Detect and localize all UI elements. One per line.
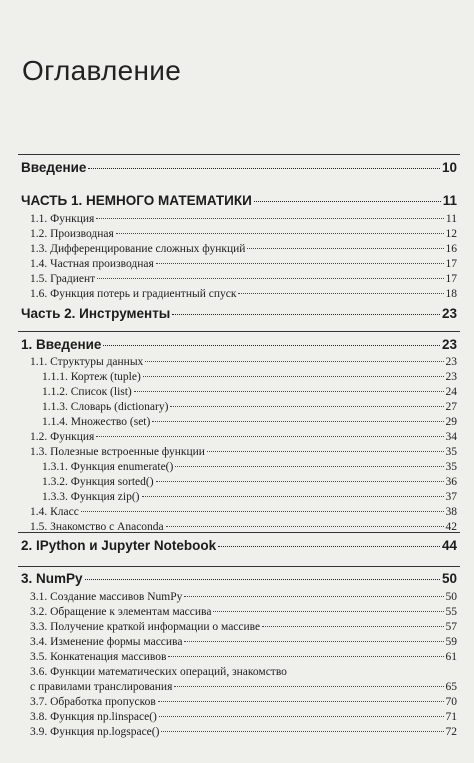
toc-entry[interactable] xyxy=(30,591,457,603)
entry-page: 50 xyxy=(445,591,457,603)
entry-page: 11 xyxy=(442,193,457,208)
entry-title: 1.5. Знакомство с Anaconda xyxy=(30,521,164,533)
dot-leader xyxy=(254,201,441,202)
toc-entry[interactable] xyxy=(30,726,457,738)
toc-entry[interactable] xyxy=(42,416,457,428)
entry-title: 3.2. Обращение к элементам массива xyxy=(30,606,212,618)
toc-entry[interactable] xyxy=(42,476,457,488)
entry-page: 23 xyxy=(445,356,457,368)
section-divider xyxy=(18,566,460,567)
entry-page: 35 xyxy=(445,461,457,473)
entry-page: 36 xyxy=(445,476,457,488)
toc-entry-chapter1[interactable] xyxy=(21,337,457,352)
entry-title: Часть 2. Инструменты xyxy=(21,306,171,321)
dot-leader xyxy=(172,314,440,315)
entry-title: 1.6. Функция потерь и градиентный спуск xyxy=(30,288,237,300)
toc-entry-chapter3[interactable] xyxy=(21,571,457,586)
entry-page: 38 xyxy=(445,506,457,518)
entry-title: 3.4. Изменение формы массива xyxy=(30,636,183,648)
dot-leader xyxy=(116,233,444,234)
entry-page: 24 xyxy=(445,386,457,398)
toc-entry[interactable] xyxy=(30,636,457,648)
toc-entry[interactable] xyxy=(30,356,457,368)
toc-entry[interactable] xyxy=(42,371,457,383)
toc-entry[interactable] xyxy=(30,506,457,518)
dot-leader xyxy=(158,701,444,702)
entry-page: 29 xyxy=(445,416,457,428)
entry-page: 35 xyxy=(445,446,457,458)
dot-leader xyxy=(170,406,443,407)
entry-page: 57 xyxy=(445,621,457,633)
toc-entry[interactable] xyxy=(30,666,457,678)
entry-title: 3.1. Создание массивов NumPy xyxy=(30,591,183,603)
entry-title: Введение xyxy=(21,160,87,175)
entry-title: 1.1.2. Список (list) xyxy=(42,386,132,398)
dot-leader xyxy=(174,686,443,687)
entry-page: 50 xyxy=(441,571,457,586)
entry-page: 44 xyxy=(441,538,457,553)
toc-entry-intro[interactable] xyxy=(21,160,457,175)
entry-title: 1.1.4. Множество (set) xyxy=(42,416,151,428)
entry-title: 1.1. Структуры данных xyxy=(30,356,144,368)
dot-leader xyxy=(207,451,444,452)
entry-page: 11 xyxy=(445,213,457,225)
entry-page: 17 xyxy=(445,258,457,270)
dot-leader xyxy=(142,496,444,497)
entry-title: 1.4. Частная производная xyxy=(30,258,154,270)
entry-page: 61 xyxy=(445,651,457,663)
dot-leader xyxy=(96,436,443,437)
toc-entry-part2[interactable] xyxy=(21,306,457,321)
toc-entry[interactable] xyxy=(30,606,457,618)
entry-title: 1.3. Полезные встроенные функции xyxy=(30,446,205,458)
entry-title: 3.7. Обработка пропусков xyxy=(30,696,156,708)
entry-title: 1.3.2. Функция sorted() xyxy=(42,476,154,488)
dot-leader xyxy=(184,596,443,597)
dot-leader xyxy=(81,511,444,512)
toc-entry[interactable] xyxy=(30,651,457,663)
dot-leader xyxy=(238,293,443,294)
dot-leader xyxy=(247,248,443,249)
dot-leader xyxy=(156,263,444,264)
toc-title: Оглавление xyxy=(22,55,182,86)
entry-page: 23 xyxy=(441,306,457,321)
entry-title: 1.3.3. Функция zip() xyxy=(42,491,140,503)
entry-page: 72 xyxy=(445,726,457,738)
entry-title: 1.3.1. Функция enumerate() xyxy=(42,461,174,473)
toc-entry[interactable] xyxy=(30,431,457,443)
entry-page: 23 xyxy=(441,337,457,352)
entry-title: 1.2. Функция xyxy=(30,431,95,443)
dot-leader xyxy=(97,278,443,279)
entry-title: ЧАСТЬ 1. НЕМНОГО МАТЕМАТИКИ xyxy=(21,193,252,208)
toc-entry[interactable] xyxy=(30,258,457,270)
dot-leader xyxy=(156,481,444,482)
dot-leader xyxy=(96,218,444,219)
entry-title: 3.3. Получение краткой информации о массиве xyxy=(30,621,261,633)
entry-title: 1.2. Производная xyxy=(30,228,114,240)
toc-entry[interactable] xyxy=(30,273,457,285)
entry-title: 1. Введение xyxy=(21,337,102,352)
entry-title: 3. NumPy xyxy=(21,571,83,586)
entry-page: 16 xyxy=(445,243,457,255)
toc-entry[interactable] xyxy=(30,213,457,225)
dot-leader xyxy=(143,376,444,377)
entry-page: 27 xyxy=(445,401,457,413)
entry-title: 3.9. Функция np.logspace() xyxy=(30,726,160,738)
entry-page: 59 xyxy=(445,636,457,648)
toc-entry-part1[interactable] xyxy=(21,193,457,208)
dot-leader xyxy=(85,579,440,580)
toc-entry-chapter2[interactable] xyxy=(21,538,457,553)
entry-title: 3.6. Функции математических операций, знакомство xyxy=(30,666,287,678)
entry-title: 1.1.1. Кортеж (tuple) xyxy=(42,371,141,383)
toc-entry[interactable] xyxy=(30,696,457,708)
entry-title: 2. IPython и Jupyter Notebook xyxy=(21,538,217,553)
entry-page: 71 xyxy=(445,711,457,723)
dot-leader xyxy=(159,716,444,717)
toc-entry[interactable] xyxy=(30,621,457,633)
entry-page: 12 xyxy=(445,228,457,240)
entry-title: 3.8. Функция np.linspace() xyxy=(30,711,157,723)
entry-title: 3.5. Конкатенация массивов xyxy=(30,651,167,663)
entry-page: 37 xyxy=(445,491,457,503)
entry-page: 65 xyxy=(445,681,457,693)
dot-leader xyxy=(166,526,444,527)
toc-entry[interactable] xyxy=(42,401,457,413)
entry-page: 23 xyxy=(445,371,457,383)
dot-leader xyxy=(262,626,443,627)
section-divider xyxy=(18,154,460,155)
dot-leader xyxy=(88,168,440,169)
entry-title: 1.5. Градиент xyxy=(30,273,96,285)
entry-page: 42 xyxy=(445,521,457,533)
entry-title: 1.1.3. Словарь (dictionary) xyxy=(42,401,169,413)
toc-entry[interactable] xyxy=(30,446,457,458)
toc-entry[interactable] xyxy=(42,491,457,503)
toc-entry[interactable] xyxy=(42,461,457,473)
entry-page: 34 xyxy=(445,431,457,443)
dot-leader xyxy=(168,656,443,657)
toc-entry[interactable] xyxy=(30,681,457,693)
dot-leader xyxy=(218,546,440,547)
dot-leader xyxy=(145,361,443,362)
entry-title: 1.1. Функция xyxy=(30,213,95,225)
dot-leader xyxy=(103,345,440,346)
entry-title: 1.4. Класс xyxy=(30,506,79,518)
entry-title: с правилами транслирования xyxy=(30,681,173,693)
dot-leader xyxy=(134,391,444,392)
toc-entry[interactable] xyxy=(30,288,457,300)
dot-leader xyxy=(213,611,443,612)
toc-entry[interactable] xyxy=(30,228,457,240)
entry-title: 1.3. Дифференцирование сложных функций xyxy=(30,243,246,255)
entry-page: 18 xyxy=(445,288,457,300)
toc-entry[interactable] xyxy=(30,521,457,533)
entry-page: 10 xyxy=(441,160,457,175)
entry-page: 17 xyxy=(445,273,457,285)
section-divider xyxy=(18,331,460,332)
dot-leader xyxy=(161,731,443,732)
dot-leader xyxy=(175,466,443,467)
entry-page: 55 xyxy=(445,606,457,618)
dot-leader xyxy=(152,421,443,422)
toc-entry[interactable] xyxy=(42,386,457,398)
dot-leader xyxy=(184,641,443,642)
toc-entry[interactable] xyxy=(30,243,457,255)
toc-entry[interactable] xyxy=(30,711,457,723)
entry-page: 70 xyxy=(445,696,457,708)
